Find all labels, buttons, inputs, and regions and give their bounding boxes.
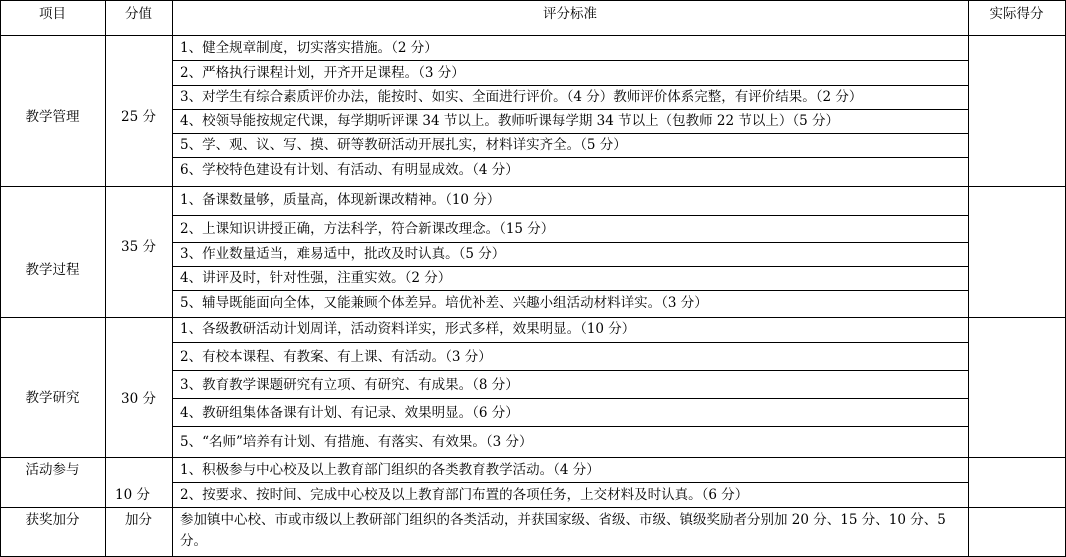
section-score: 10 分 <box>115 487 150 503</box>
criteria-item: 6、学校特色建设有计划、有活动、有明显成效。（4 分） <box>180 162 519 178</box>
header-actual-score: 实际得分 <box>989 6 1044 22</box>
rule-col-criteria <box>968 0 969 557</box>
rule-section-1-bottom <box>0 186 1066 187</box>
criteria-item: 3、作业数量适当，难易适中，批改及时认真。（5 分） <box>180 246 506 262</box>
section-score: 加分 <box>125 512 152 528</box>
rule <box>172 242 968 243</box>
rule-section-2-bottom <box>0 317 1066 318</box>
rule <box>172 426 968 427</box>
criteria-item: 3、教育教学课题研究有立项、有研究、有成果。（8 分） <box>180 377 519 393</box>
criteria-item: 4、讲评及时，针对性强，注重实效。（2 分） <box>180 270 452 286</box>
section-name: 教学过程 <box>25 262 80 278</box>
rule <box>172 266 968 267</box>
rule-col-item <box>105 0 106 557</box>
criteria-item: 2、上课知识讲授正确，方法科学，符合新课改理念。（15 分） <box>180 221 555 237</box>
criteria-item: 4、教研组集体备课有计划、有记录、效果明显。（6 分） <box>180 405 519 421</box>
section-score: 25 分 <box>121 109 156 125</box>
criteria-item: 1、各级教研活动计划周详，活动资料详实，形式多样，效果明显。（10 分） <box>180 321 636 337</box>
rule-header-bottom <box>0 35 1066 36</box>
rule <box>172 342 968 343</box>
criteria-item: 5、辅导既能面向全体，又能兼顾个体差异。培优补差、兴趣小组活动材料详实。（3 分） <box>180 295 708 311</box>
criteria-item: 1、健全规章制度，切实落实措施。（2 分） <box>180 40 438 56</box>
criteria-item: 3、对学生有综合素质评价办法，能按时、如实、全面进行评价。（4 分）教师评价体系完整，有评价结果。（2 分） <box>180 89 863 105</box>
rule <box>172 370 968 371</box>
criteria-item: 参加镇中心校、市或市级以上教研部门组织的各类活动，并获国家级、省级、市级、镇级奖励者分别加 20 分、15 分、10 分、5 分。 <box>180 512 946 549</box>
section-name: 教学管理 <box>25 109 80 125</box>
rule-top <box>0 0 1066 1</box>
criteria-item: 4、校领导能按规定代课，每学期听评课 34 节以上。教师听课每学期 34 节以上（包教师 22 节以上）（5 分） <box>180 113 840 129</box>
header-score: 分值 <box>125 6 152 22</box>
rule <box>172 109 968 110</box>
criteria-item: 1、备课数量够，质量高，体现新课改精神。（10 分） <box>180 192 501 208</box>
rule <box>172 85 968 86</box>
rule <box>172 398 968 399</box>
rule <box>172 290 968 291</box>
header-item: 项目 <box>39 6 66 22</box>
rule <box>172 60 968 61</box>
section-score: 30 分 <box>121 391 156 407</box>
rule <box>172 133 968 134</box>
section-name: 活动参与 <box>25 462 80 478</box>
criteria-item: 2、严格执行课程计划，开齐开足课程。（3 分） <box>180 65 465 81</box>
rule <box>172 482 968 483</box>
criteria-item: 1、积极参与中心校及以上教育部门组织的各类教育教学活动。（4 分） <box>180 462 600 478</box>
section-score: 35 分 <box>121 239 156 255</box>
criteria-item: 5、学、观、议、写、摸、研等教研活动开展扎实，材料详实齐全。（5 分） <box>180 137 627 153</box>
rule <box>172 215 968 216</box>
criteria-item: 2、有校本课程、有教案、有上课、有活动。（3 分） <box>180 349 492 365</box>
criteria-item: 2、按要求、按时间、完成中心校及以上教育部门布置的各项任务，上交材料及时认真。（6 分） <box>180 487 749 503</box>
header-criteria: 评分标准 <box>543 6 597 22</box>
rule <box>172 157 968 158</box>
section-name: 教学研究 <box>25 390 80 406</box>
rule-section-4-bottom <box>0 507 1066 508</box>
rule-section-3-bottom <box>0 457 1066 458</box>
criteria-item: 5、“名师”培养有计划、有措施、有落实、有效果。（3 分） <box>180 434 533 450</box>
rule-col-score <box>172 0 173 557</box>
section-name: 获奖加分 <box>25 512 80 528</box>
